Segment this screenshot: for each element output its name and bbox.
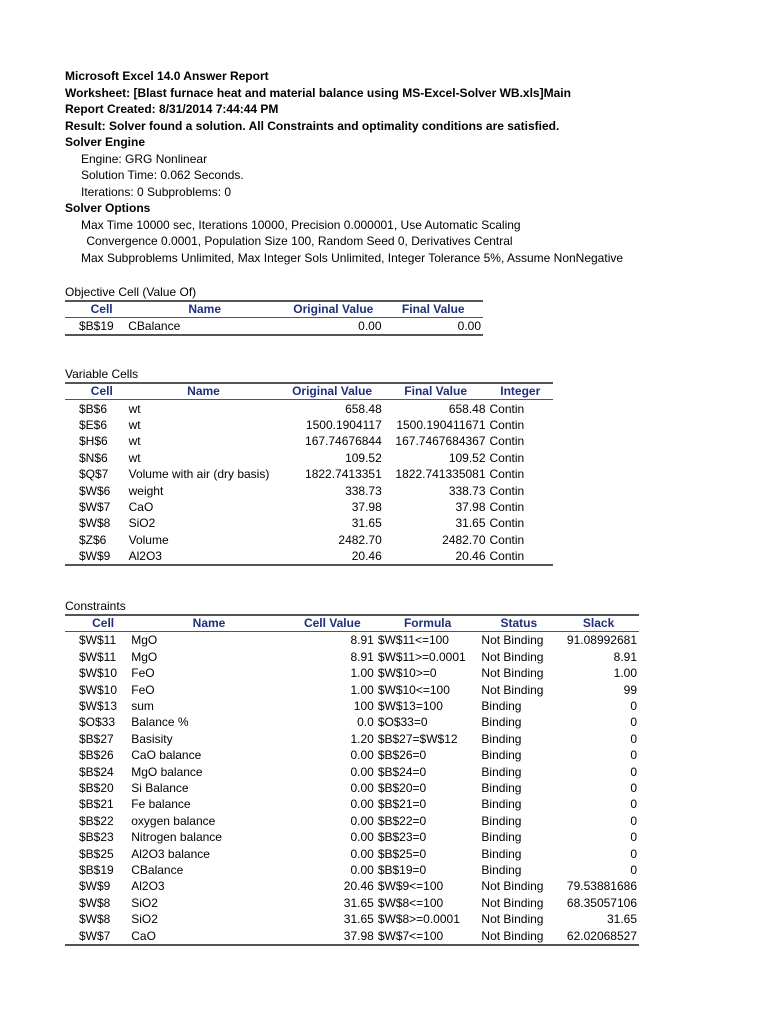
table-cell: $W$11 (79, 649, 117, 664)
table-cell: SiO2 (128, 516, 156, 531)
table-cell: Not Binding (481, 895, 544, 910)
table-cell: $B$20=0 (377, 781, 427, 795)
table-cell: 79.53881686 (566, 879, 637, 894)
table-cell: $W$13=100 (377, 699, 443, 714)
table-cell: 0 (630, 699, 637, 714)
options-line-1: Max Time 10000 sec, Iterations 10000, Precision 0.000001, Use Automatic Scaling (81, 217, 521, 232)
table-cell: Binding (481, 764, 522, 779)
table-cell: 0 (630, 781, 637, 795)
table-cell: Al2O3 (131, 879, 165, 894)
table-cell: $W$7<=100 (376, 927, 480, 944)
table-cell: $W$10>=0 (377, 666, 437, 681)
table-row (65, 400, 553, 417)
table-cell: $B$19=0 (377, 862, 427, 877)
table-cell: $B$19 (65, 318, 126, 336)
table-cell: 1500.190411671 (396, 417, 486, 432)
table-cell: 100 (353, 699, 374, 714)
table-cell: Al2O3 balance (131, 846, 210, 861)
table-cell: $B$26=0 (377, 748, 427, 763)
table-cell: 0 (630, 830, 637, 845)
options-line-2: Convergence 0.0001, Population Size 100, Random Seed 0, Derivatives Central (83, 234, 513, 248)
table-cell: Contin (489, 434, 525, 449)
table-cell: CaO balance (131, 748, 202, 763)
table-row (65, 433, 553, 449)
table-cell: 68.35057106 (566, 895, 637, 910)
table-cell: 0.00 (350, 813, 374, 828)
table-cell: 91.08992681 (566, 633, 637, 648)
table-cell: CBalance (126, 318, 283, 336)
table-cell: wt (128, 450, 141, 465)
table-cell: 0.00 (350, 748, 374, 763)
table-cell: $B$21=0 (377, 797, 427, 812)
table-cell: $B$25=0 (377, 846, 427, 861)
table-cell: $B$24=0 (377, 764, 427, 779)
solution-time-line: Solution Time: 0.062 Seconds. (81, 168, 244, 182)
table-cell: 8.91 (350, 649, 374, 664)
table-cell: MgO (131, 649, 158, 664)
table-cell: $O$33 (79, 715, 116, 730)
table-cell: SiO2 (131, 895, 158, 910)
table-cell: $W$8 (79, 912, 111, 927)
table-cell: 0.00 (350, 830, 374, 845)
table-cell: 1.00 (350, 666, 374, 681)
col-header: Final Value (384, 301, 483, 318)
table-cell: 338.73 (448, 483, 486, 498)
col-header: Cell (65, 615, 129, 632)
table-cell: oxygen balance (131, 813, 216, 828)
solver-engine-heading: Solver Engine (65, 135, 146, 149)
col-header: Cell (65, 383, 127, 400)
table-row (65, 895, 639, 911)
table-cell: MgO balance (131, 764, 203, 779)
table-cell: 1.00 (350, 682, 374, 697)
table-cell: Contin (489, 417, 525, 432)
table-cell: 0 (630, 846, 637, 861)
table-cell: $B$20 (79, 781, 114, 795)
table-cell: 0 (630, 731, 637, 746)
table-row (65, 681, 639, 697)
table-cell: weight (128, 483, 164, 498)
table-cell: $B$22 (79, 813, 114, 828)
table-cell: $W$7 (79, 499, 111, 514)
table-cell: 2482.70 (442, 532, 486, 547)
table-cell: 1822.7413351 (305, 467, 382, 482)
table-cell: $W$10 (79, 682, 118, 697)
table-cell: Binding (481, 846, 522, 861)
table-cell: $B$6 (79, 401, 108, 416)
table-cell: Contin (489, 483, 525, 498)
table-row (65, 813, 639, 829)
table-cell: 37.98 (289, 927, 376, 944)
table-cell: Binding (481, 830, 522, 845)
constraints-table (65, 614, 639, 945)
table-cell: 1.20 (350, 731, 374, 746)
table-cell: 0 (630, 764, 637, 779)
table-cell: 0.00 (283, 318, 383, 336)
table-row (65, 714, 639, 730)
table-cell: $W$9<=100 (377, 879, 444, 894)
col-header: Name (127, 383, 281, 400)
table-cell: 0 (630, 862, 637, 877)
table-cell: 31.65 (343, 912, 374, 927)
col-header: Original Value (283, 301, 383, 318)
table-cell: 0.00 (350, 797, 374, 812)
table-cell: 1822.741335081 (395, 467, 486, 482)
table-cell: $B$21 (79, 797, 114, 812)
table-cell: Not Binding (479, 927, 558, 944)
table-cell: 109.52 (345, 450, 382, 465)
result-line: Result: Solver found a solution. All Constraints and optimality conditions are satisfied. (65, 118, 560, 133)
table-cell: 37.98 (351, 499, 382, 514)
table-cell: Contin (489, 401, 525, 416)
table-cell: $W$11 (79, 633, 117, 648)
table-cell: 1.00 (613, 666, 637, 681)
table-cell: FeO (131, 682, 155, 697)
solver-options-heading: Solver Options (65, 201, 151, 215)
table-cell: $H$6 (79, 434, 108, 449)
table-row (65, 665, 639, 681)
table-row (65, 417, 553, 433)
table-row (65, 698, 639, 714)
table-cell: $B$23 (79, 830, 114, 845)
table-cell: $B$23=0 (377, 830, 427, 845)
table-cell: $W$8 (79, 516, 111, 531)
options-line-3: Max Subproblems Unlimited, Max Integer Sols Unlimited, Integer Tolerance 5%, Assume NonNegative (81, 250, 624, 265)
report-created: Report Created: 8/31/2014 7:44:44 PM (65, 102, 279, 116)
table-cell: $W$10<=100 (377, 682, 450, 697)
table-cell: $W$6 (79, 483, 111, 498)
table-row (65, 731, 639, 747)
table-cell: wt (128, 417, 141, 432)
table-cell: 167.74676844 (305, 434, 382, 449)
table-cell: 0.00 (350, 764, 374, 779)
report-title: Microsoft Excel 14.0 Answer Report (65, 69, 269, 83)
table-cell: Si Balance (131, 781, 189, 795)
col-header: Slack (558, 615, 639, 632)
table-cell: 8.91 (350, 633, 374, 648)
table-cell: Not Binding (481, 633, 544, 648)
table-cell: 20.46 (384, 548, 488, 565)
table-cell: 20.46 (343, 879, 374, 894)
table-cell: 658.48 (345, 401, 382, 416)
table-cell: $W$11>=0.0001 (377, 649, 466, 664)
table-row (65, 318, 483, 336)
table-cell: Volume (128, 532, 169, 547)
table-cell: 62.02068527 (558, 927, 639, 944)
table-cell: Binding (481, 813, 522, 828)
col-header: Cell Value (289, 615, 376, 632)
table-cell: 109.52 (448, 450, 486, 465)
table-cell: $Q$7 (79, 467, 109, 482)
table-cell: $W$13 (79, 699, 118, 714)
table-cell: 0.0 (357, 715, 374, 730)
table-cell: Not Binding (481, 912, 544, 927)
table-cell: SiO2 (131, 912, 158, 927)
answer-report (65, 68, 705, 946)
table-cell: CBalance (131, 862, 184, 877)
table-cell: 31.65 (606, 912, 637, 927)
col-header: Name (126, 301, 283, 318)
table-cell: Not Binding (481, 682, 544, 697)
table-cell: $Z$6 (79, 532, 107, 547)
objective-table (65, 300, 483, 336)
table-cell: $W$11<=100 (377, 633, 449, 648)
table-cell: 167.7467684367 (395, 434, 486, 449)
table-cell: $W$9 (79, 879, 111, 894)
table-cell: Binding (481, 699, 522, 714)
table-cell: 0 (630, 813, 637, 828)
table-cell: $O$33=0 (377, 715, 428, 730)
table-cell: CaO (129, 927, 289, 944)
table-cell: Not Binding (481, 666, 544, 681)
table-cell: 658.48 (448, 401, 486, 416)
table-cell: $B$22=0 (377, 813, 427, 828)
table-cell: $B$26 (79, 748, 114, 763)
table-cell: 0 (630, 797, 637, 812)
table-cell: Not Binding (481, 879, 544, 894)
table-row (65, 862, 639, 878)
constraints-section-title: Constraints (65, 599, 126, 614)
table-cell: 8.91 (613, 649, 637, 664)
table-cell: $W$8>=0.0001 (377, 912, 460, 927)
table-cell: Contin (489, 450, 525, 465)
col-header: Status (479, 615, 558, 632)
col-header: Name (129, 615, 289, 632)
table-row (65, 763, 639, 779)
table-cell: 0 (630, 748, 637, 763)
table-row (65, 747, 639, 763)
table-cell: wt (128, 401, 141, 416)
table-cell: $W$10 (79, 666, 118, 681)
table-row (65, 499, 553, 515)
table-row (65, 911, 639, 927)
table-cell: MgO (131, 633, 158, 648)
table-cell: Binding (481, 781, 522, 795)
table-cell: 0.00 (350, 862, 374, 877)
table-cell: 0 (630, 715, 637, 730)
table-row (65, 466, 553, 482)
table-row (65, 796, 639, 812)
table-cell: wt (128, 434, 141, 449)
table-cell: 0.00 (350, 781, 374, 795)
col-header: Formula (376, 615, 480, 632)
table-cell: Binding (481, 797, 522, 812)
table-cell: $W$7 (65, 927, 129, 944)
table-cell: Volume with air (dry basis) (128, 467, 270, 482)
table-cell: $E$6 (79, 417, 108, 432)
table-cell: 2482.70 (338, 532, 382, 547)
table-cell: Al2O3 (127, 548, 281, 565)
table-row (65, 450, 553, 466)
table-cell: Binding (481, 862, 522, 877)
table-row (65, 649, 639, 665)
table-cell: Fe balance (131, 797, 191, 812)
table-cell: $N$6 (79, 450, 108, 465)
iterations-line: Iterations: 0 Subproblems: 0 (81, 184, 232, 199)
table-cell: 0.00 (384, 318, 483, 336)
table-row (65, 845, 639, 861)
table-cell: Basisity (131, 731, 173, 746)
col-header: Original Value (280, 383, 383, 400)
table-cell: $W$8<=100 (377, 895, 444, 910)
table-row (65, 780, 639, 796)
table-cell: $W$9 (65, 548, 127, 565)
table-cell: 99 (623, 682, 637, 697)
objective-section-title: Objective Cell (Value Of) (65, 285, 197, 299)
engine-line: Engine: GRG Nonlinear (81, 151, 208, 166)
table-cell: Not Binding (481, 649, 544, 664)
table-row (65, 878, 639, 894)
table-cell: Binding (481, 715, 522, 730)
table-cell: Contin (489, 467, 525, 482)
table-cell: CaO (128, 499, 154, 514)
table-cell: 1500.1904117 (305, 417, 382, 432)
table-cell: Nitrogen balance (131, 830, 222, 845)
col-header: Final Value (384, 383, 488, 400)
table-cell: $W$8 (79, 895, 111, 910)
variable-section-title: Variable Cells (65, 367, 139, 382)
table-cell: $B$25 (79, 846, 114, 861)
table-cell: 0.00 (350, 846, 374, 861)
table-cell: $B$19 (79, 862, 114, 877)
table-row (65, 632, 639, 649)
table-cell: 31.65 (343, 895, 374, 910)
table-cell: $B$27=$W$12 (377, 731, 458, 746)
table-cell: 31.65 (455, 516, 486, 531)
variable-cells-table (65, 382, 553, 566)
table-cell: Contin (488, 548, 553, 565)
col-header: Cell (65, 301, 126, 318)
table-row (65, 482, 553, 498)
worksheet-line: Worksheet: [Blast furnace heat and material balance using MS-Excel-Solver WB.xls]Main (65, 85, 571, 100)
table-row (65, 927, 639, 944)
table-cell: 37.98 (455, 499, 486, 514)
table-row (65, 515, 553, 531)
table-cell: Contin (489, 499, 525, 514)
table-cell: Contin (489, 532, 525, 547)
table-cell: Balance % (131, 715, 189, 730)
table-cell: 31.65 (351, 516, 382, 531)
col-header: Integer (488, 383, 553, 400)
table-cell: FeO (131, 666, 155, 681)
table-cell: 20.46 (280, 548, 383, 565)
table-cell: sum (131, 699, 154, 714)
table-cell: Contin (489, 516, 525, 531)
table-row (65, 829, 639, 845)
table-cell: Binding (481, 731, 522, 746)
table-cell: Binding (481, 748, 522, 763)
table-cell: $B$24 (79, 764, 114, 779)
table-row (65, 532, 553, 548)
table-row (65, 548, 553, 565)
table-cell: 338.73 (345, 483, 382, 498)
table-cell: $B$27 (79, 731, 114, 746)
